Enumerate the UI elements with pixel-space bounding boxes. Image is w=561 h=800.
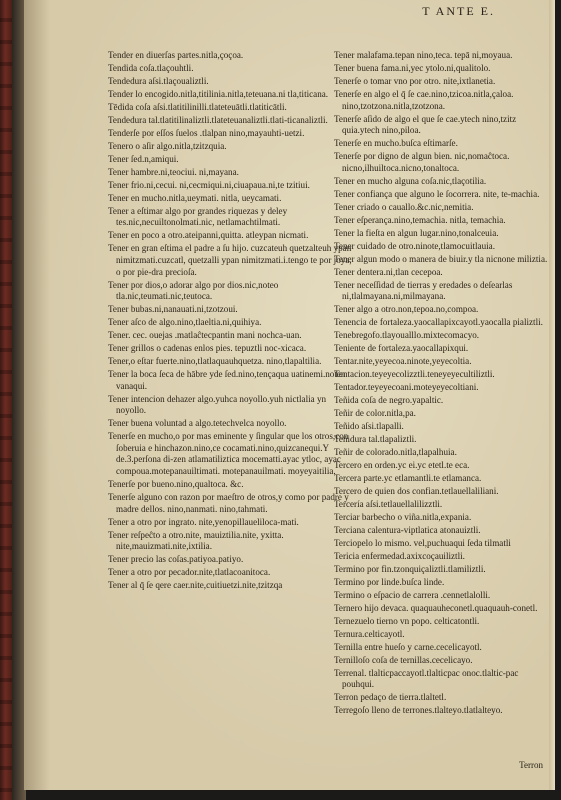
dictionary-entry: Teñir de color.nitla,pa.	[334, 408, 416, 418]
dictionary-entry: Ternezuelo tierno vn popo. celticatontli.	[334, 615, 480, 626]
dictionary-entry: Tenerſe alguno con razon por maeſtro de otros,y como por padre y madre dellos. nino,nanmati. nino,tahmati.	[108, 491, 349, 514]
dictionary-entry: Termino o eſpacio de carrera .cennetlalolli.	[334, 589, 491, 600]
dictionary-entry: Tener cuidado de otro.ninote,tlamocuitlauia.	[334, 240, 495, 251]
dictionary-entry: Terregoſo lleno de terrones.tlalteyo.tlatlalteyo.	[334, 705, 503, 716]
dictionary-entry: Tenerſe aſido de algo el que ſe cae.ytech nino,tzitz quia.ytech nino,piloa.	[334, 113, 517, 136]
book-page	[24, 0, 555, 790]
dictionary-entry: Tentar.nite,yeyecoa.ninote,yeyecoltia.	[334, 356, 472, 367]
dictionary-entry: Tener,o eſtar fuerte.nino,tlatlaquauhquetza. nino,tlapaltilia.	[108, 356, 322, 367]
dictionary-entry: Tener. cec. ouejas .matlaĉtecpantin mani nochca-uan.	[108, 330, 302, 341]
dictionary-entry: Tenebregofo.tlayoualllo.mixtecomacyo.	[334, 330, 480, 341]
dictionary-entry: Tercero de quien dos confian.tetlauellaliliani.	[334, 485, 499, 496]
dictionary-entry: Ternero hijo devaca. quaquauheconetl.quaquauh-conetl.	[334, 602, 538, 613]
dictionary-entry: Tender lo encogido.nitla,titilinia.nitla,teteuana.ni tla,titicana.	[108, 88, 329, 99]
dictionary-entry: Tener frio.ni,cecui. ni,cecmiqui.ni,ciuapaua.ni,te tzitiui.	[108, 179, 310, 190]
dictionary-entry: Tener por dios,o adorar algo por dios.nic,noteo tla.nic,teumati.nic,teutoca.	[108, 279, 279, 302]
dictionary-entry: Terciana calentura-viptlatica atonauiztli.	[334, 524, 481, 535]
dictionary-entry: Tener criado o cauallo.&c.nic,nemitia.	[334, 201, 474, 212]
dictionary-entry: Tenderſe por eſſos ſuelos .tlalpan nino,mayauhti-uetzi.	[108, 127, 305, 138]
dictionary-entry: Ternilla entre hueſo y carne.cecelicayotl.	[334, 641, 482, 652]
running-head: T ANTE E.	[422, 4, 495, 18]
dictionary-entry: Tercera parte.yc etlamantli.te etlamanca.	[334, 472, 482, 483]
dictionary-entry: Ternura.celticayotl.	[334, 628, 405, 639]
dictionary-entry: Tener buena voluntad a algo.tetechvelca noyollo.	[108, 418, 287, 429]
right-column	[334, 50, 550, 718]
dictionary-entry: Tener grillos o cadenas enlos pies. tepuztli noc-xicaca.	[108, 343, 307, 354]
dictionary-entry: Tener buena fama.ni,yec ytolo.ni,qualitolo.	[334, 62, 491, 73]
dictionary-entry: Tener la fieſta en algun lugar.nino,tonalceuia.	[334, 227, 499, 238]
dictionary-entry: Terciopelo lo mismo. vel,puchuaqui ſeda tilmatli	[334, 537, 511, 548]
dictionary-entry: Tener eſperança.nino,temachia. nitla, temachia.	[334, 214, 506, 225]
dictionary-entry: Tener confiança que alguno le ſocorrera. nite, te-machia.	[334, 188, 540, 199]
dictionary-entry: Terron pedaço de tierra.tlaltetl.	[334, 692, 447, 703]
dictionary-entry: Tenerſe en mucho.buſca eſtimarſe.	[334, 138, 458, 149]
dictionary-entry: Tenencia de fortaleza.yaocallapixcayotl.yaocalla pializtli.	[334, 317, 543, 328]
dictionary-entry: Tentacion.teyeyecolizztli.teneyeyecultiliztli.	[334, 369, 495, 380]
dictionary-entry: Tener malafama.tepan nino,teca. tepā ni,moyaua.	[334, 50, 513, 60]
dictionary-entry: Tentador.teyeyecoani.moteyeyecoltiani.	[334, 382, 479, 393]
dictionary-entry: Termino por linde.buſca linde.	[334, 576, 445, 587]
dictionary-entry: Tenero o aſir algo.nitla,tzitzquia.	[108, 140, 227, 151]
dictionary-entry: Tendida coſa.tlaçouhtli.	[108, 62, 194, 73]
dictionary-entry: Teñido aſsi.tlapalli.	[334, 420, 404, 431]
book-binding	[0, 0, 12, 800]
dictionary-entry: Tener a otro por pecador.nite,tlatlacoanitoca.	[108, 567, 271, 578]
dictionary-entry: Tener al q̄ ſe qere caer.nite,cuitiuetzi.nite,tzitzqa	[108, 580, 283, 591]
dictionary-entry: Tercero en orden.yc ei.yc etetl.te eca.	[334, 459, 470, 470]
dictionary-entry: Terciar barbecho o viña.nitla,expania.	[334, 511, 472, 522]
dictionary-entry: Tener la boca ſeca de hābre yde ſed.nino,tençaqua uatinemi.noten vanaqui.	[108, 369, 346, 391]
dictionary-entry: Tener a eſtimar algo por grandes riquezas y deley tes.nic,necuiltonolmati.nic, netlamachtilmati.	[108, 205, 288, 228]
dictionary-entry: Tendedura tal.tlatitilinaliztli.tlateteuanaliztli.tlati-ticanaliztli.	[108, 114, 328, 125]
dictionary-entry: Tener en mucho alguna coſa.nic,tlaçotilia.	[334, 175, 487, 186]
dictionary-entry: Termino por fin.tzonquiçaliztli.tlamiliztli.	[334, 563, 486, 574]
dictionary-entry: Tenerſe por digno de algun bien. nic,nomaĉtoca. nicno,ilhuiltoca.nicno,tonaltoca.	[334, 151, 510, 173]
catchword: Terron	[519, 760, 543, 770]
dictionary-entry: Tener dentera.ni,tlan cecepoa.	[334, 266, 443, 277]
dictionary-entry: Tener aſco de algo.nino,tlaeltia.ni,quihiya.	[108, 317, 262, 328]
dictionary-entry: Teñida coſa de negro.yapaltic.	[334, 395, 444, 406]
dictionary-entry: Tener neceſſidad de tierras y eredades o deſearlas ni,tlalmayana.ni,milmayana.	[334, 279, 513, 302]
dictionary-entry: Tener algun modo o manera de biuir.y tla nicnone miliztia.	[334, 253, 548, 264]
dictionary-entry: Tener en poco a otro.ateipanni,quitta. atleypan nicmati.	[108, 230, 309, 241]
dictionary-entry: Tener algo a otro.non,tepoa.no,compoa.	[334, 304, 479, 315]
left-column	[108, 50, 354, 593]
dictionary-entry: Tenerſe en algo el q̄ ſe cae.nino,tzicoa.nitla,çaloa. nino,tzotzona.nitla,tzotzona.	[334, 88, 514, 111]
dictionary-entry: Tener en mucho.nitla,ueymati. nitla, ueycamati.	[108, 192, 282, 203]
dictionary-entry: Tercería aſsi.tetlauellalilizztli.	[334, 498, 443, 509]
dictionary-entry: Tener reſpeĉto a otro.nite, mauiztilia.nite, yxitta. nite,mauizmati.nite,ixtilia.	[108, 529, 284, 552]
dictionary-entry: Tendedura aſsi.tlaçoualiztli.	[108, 75, 209, 86]
dictionary-entry: Terrenal. tlalticpaccayotl.tlalticpac onoc.tlaltic-pac pouhqui.	[334, 667, 519, 690]
dictionary-entry: Tender en diuerſas partes.nitla,çoçoa.	[108, 50, 244, 60]
dictionary-entry: Teniente de fortaleza.yaocallapixqui.	[334, 343, 469, 354]
dictionary-entry: Tener intencion dehazer algo.yuhca noyollo.yuh nictlalia yn noyollo.	[108, 393, 327, 416]
dictionary-entry: Tēdida coſa aſsi.tlatitilinilli.tlateteuātli.tlatiticātli.	[108, 101, 287, 112]
dictionary-entry: Tener a otro por ingrato. nite,yenopillaueliloca-mati.	[108, 516, 299, 527]
dictionary-entry: Tener ſed.n,amiqui.	[108, 153, 179, 164]
dictionary-entry: Tenerſe por bueno.nino,qualtoca. &c.	[108, 478, 244, 489]
dictionary-entry: Tener hambre.ni,teociui. ni,mayana.	[108, 166, 239, 177]
dictionary-entry: Ternilloſo coſa de ternillas.cecelicayo.	[334, 654, 473, 665]
dictionary-entry: Teñidura tal.tlapaliztli.	[334, 433, 417, 444]
dictionary-entry: Tericia enfermedad.axixcoçauiliztli.	[334, 550, 465, 561]
dictionary-entry: Tener bubas.ni,nanauati.ni,tzotzoui.	[108, 304, 238, 315]
dictionary-entry: Tenerſe en mucho,o por mas eminente y ſingular que los otros,con ſoberuia e hinchazon.nino,ce cocamati.nino,quizcanequi.Y de.3.perſona di-zen atlamatiliztica mocematti.ayac ytloc, ayac compoua.motepanauiltimati. motepanauilmati. moyeyaitilia.	[108, 431, 349, 476]
dictionary-entry: Teñir de colorado.nitla,tlapalhuia.	[334, 446, 457, 457]
dictionary-entry: Tener en gran eſtima el padre a ſu hijo. cuzcateuh quetzalteuh ypan nimitzmati.cuzcatl, quetzalli ypan nimitzmati.i.tengo te por joya, o por pie-dra precioſa.	[108, 243, 352, 277]
dictionary-entry: Tener precio las coſas.patiyoa.patiyo.	[108, 554, 244, 565]
dictionary-entry: Tenerſe o tomar vno por otro. nite,ixtlanetia.	[334, 75, 496, 86]
